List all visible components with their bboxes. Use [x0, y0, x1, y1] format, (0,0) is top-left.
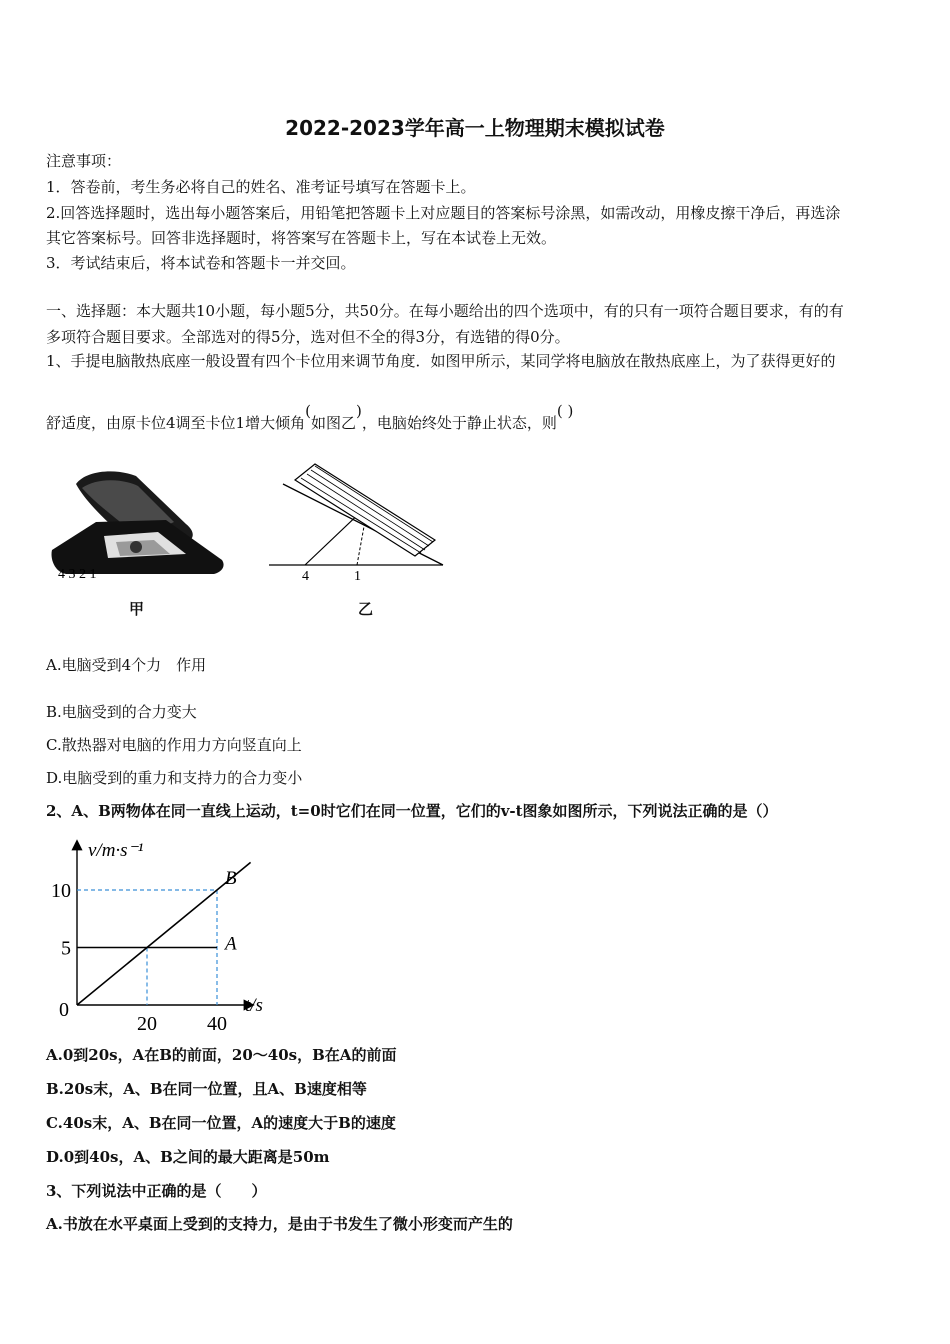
q1-paren-open: (	[305, 402, 311, 420]
section-instructions-1: 一、选择题：本大题共10小题，每小题5分，共50分。在每小题给出的四个选项中，有的只有一项符合题目要求，有的有	[46, 302, 844, 320]
y-tick-label: 10	[51, 880, 71, 902]
note-item-3: 3．考试结束后，将本试卷和答题卡一并交回。	[46, 254, 356, 272]
q1-stem-part-c: ，电脑始终处于静止状态，则	[361, 414, 557, 432]
y-tick-label: 5	[61, 937, 71, 960]
figure-yi-label-4: 4	[302, 569, 309, 584]
x-tick-label: 20	[137, 1013, 157, 1035]
q3-stem: 3、下列说法中正确的是（ ）	[46, 1182, 267, 1200]
q1-option-d: D.电脑受到的重力和支持力的合力变小	[46, 769, 303, 787]
section-instructions-2: 多项符合题目要求。全部选对的得5分，选对但不全的得3分，有选错的得0分。	[46, 328, 570, 346]
figure-yi-caption: 乙	[358, 600, 374, 618]
x-tick-label: 40	[207, 1013, 227, 1035]
q2-stem: 2、A、B两物体在同一直线上运动，t=0时它们在同一位置，它们的v-t图象如图所示，下列说法正确的是（）	[46, 802, 778, 820]
series-label-A: A	[225, 933, 237, 955]
q1-stem-line2	[46, 402, 908, 434]
q1-option-a: A.电脑受到4个力 作用	[46, 656, 207, 674]
q1-answer-blank: ( )	[556, 402, 574, 420]
y-axis-label: v/m·s⁻¹	[88, 840, 144, 861]
x-axis-label: t/s	[245, 995, 263, 1016]
series-label-B: B	[225, 868, 237, 889]
q1-paren-close: )	[355, 402, 362, 420]
figure-yi-tilt-diagram	[265, 458, 450, 588]
note-item-2-cont: 其它答案标号。回答非选择题时，将答案写在答题卡上，写在本试卷上无效。	[46, 229, 557, 247]
q2-option-b: B.20s末，A、B在同一位置，且A、B速度相等	[46, 1080, 367, 1098]
q2-option-d: D.0到40s，A、B之间的最大距离是50m	[46, 1148, 330, 1166]
q1-stem-line1: 1、手提电脑散热底座一般设置有四个卡位用来调节角度．如图甲所示，某同学将电脑放在散热底座上，为了获得更好的	[46, 352, 836, 370]
note-item-1: 1．答卷前，考生务必将自己的姓名、准考证号填写在答题卡上。	[46, 178, 476, 196]
origin-label: 0	[59, 999, 69, 1021]
figure-jia-slot-labels: 4 3 2 1	[58, 567, 97, 582]
q1-option-c: C.散热器对电脑的作用力方向竖直向上	[46, 736, 302, 754]
q3-option-a: A.书放在水平桌面上受到的支持力，是由于书发生了微小形变而产生的	[46, 1215, 513, 1233]
figure-jia-caption: 甲	[129, 600, 145, 618]
figure-yi-label-1: 1	[354, 569, 361, 584]
q2-option-a: A.0到20s，A在B的前面，20～40s，B在A的前面	[46, 1046, 397, 1064]
notes-heading: 注意事项：	[46, 152, 122, 170]
q1-stem-part-a: 舒适度，由原卡位4调至卡位1增大倾角	[46, 414, 306, 432]
q2-option-c: C.40s末，A、B在同一位置，A的速度大于B的速度	[46, 1114, 396, 1132]
note-item-2: 2.回答选择题时，选出每小题答案后，用铅笔把答题卡上对应题目的答案标号涂黑，如需改动，用橡皮擦干净后，再选涂	[46, 204, 841, 222]
q1-stem-part-b: 如图乙	[310, 414, 356, 432]
page-title: 2022-2023学年高一上物理期末模拟试卷	[285, 116, 665, 140]
q1-option-b: B.电脑受到的合力变大	[46, 703, 197, 721]
q2-vt-chart	[40, 830, 280, 1035]
